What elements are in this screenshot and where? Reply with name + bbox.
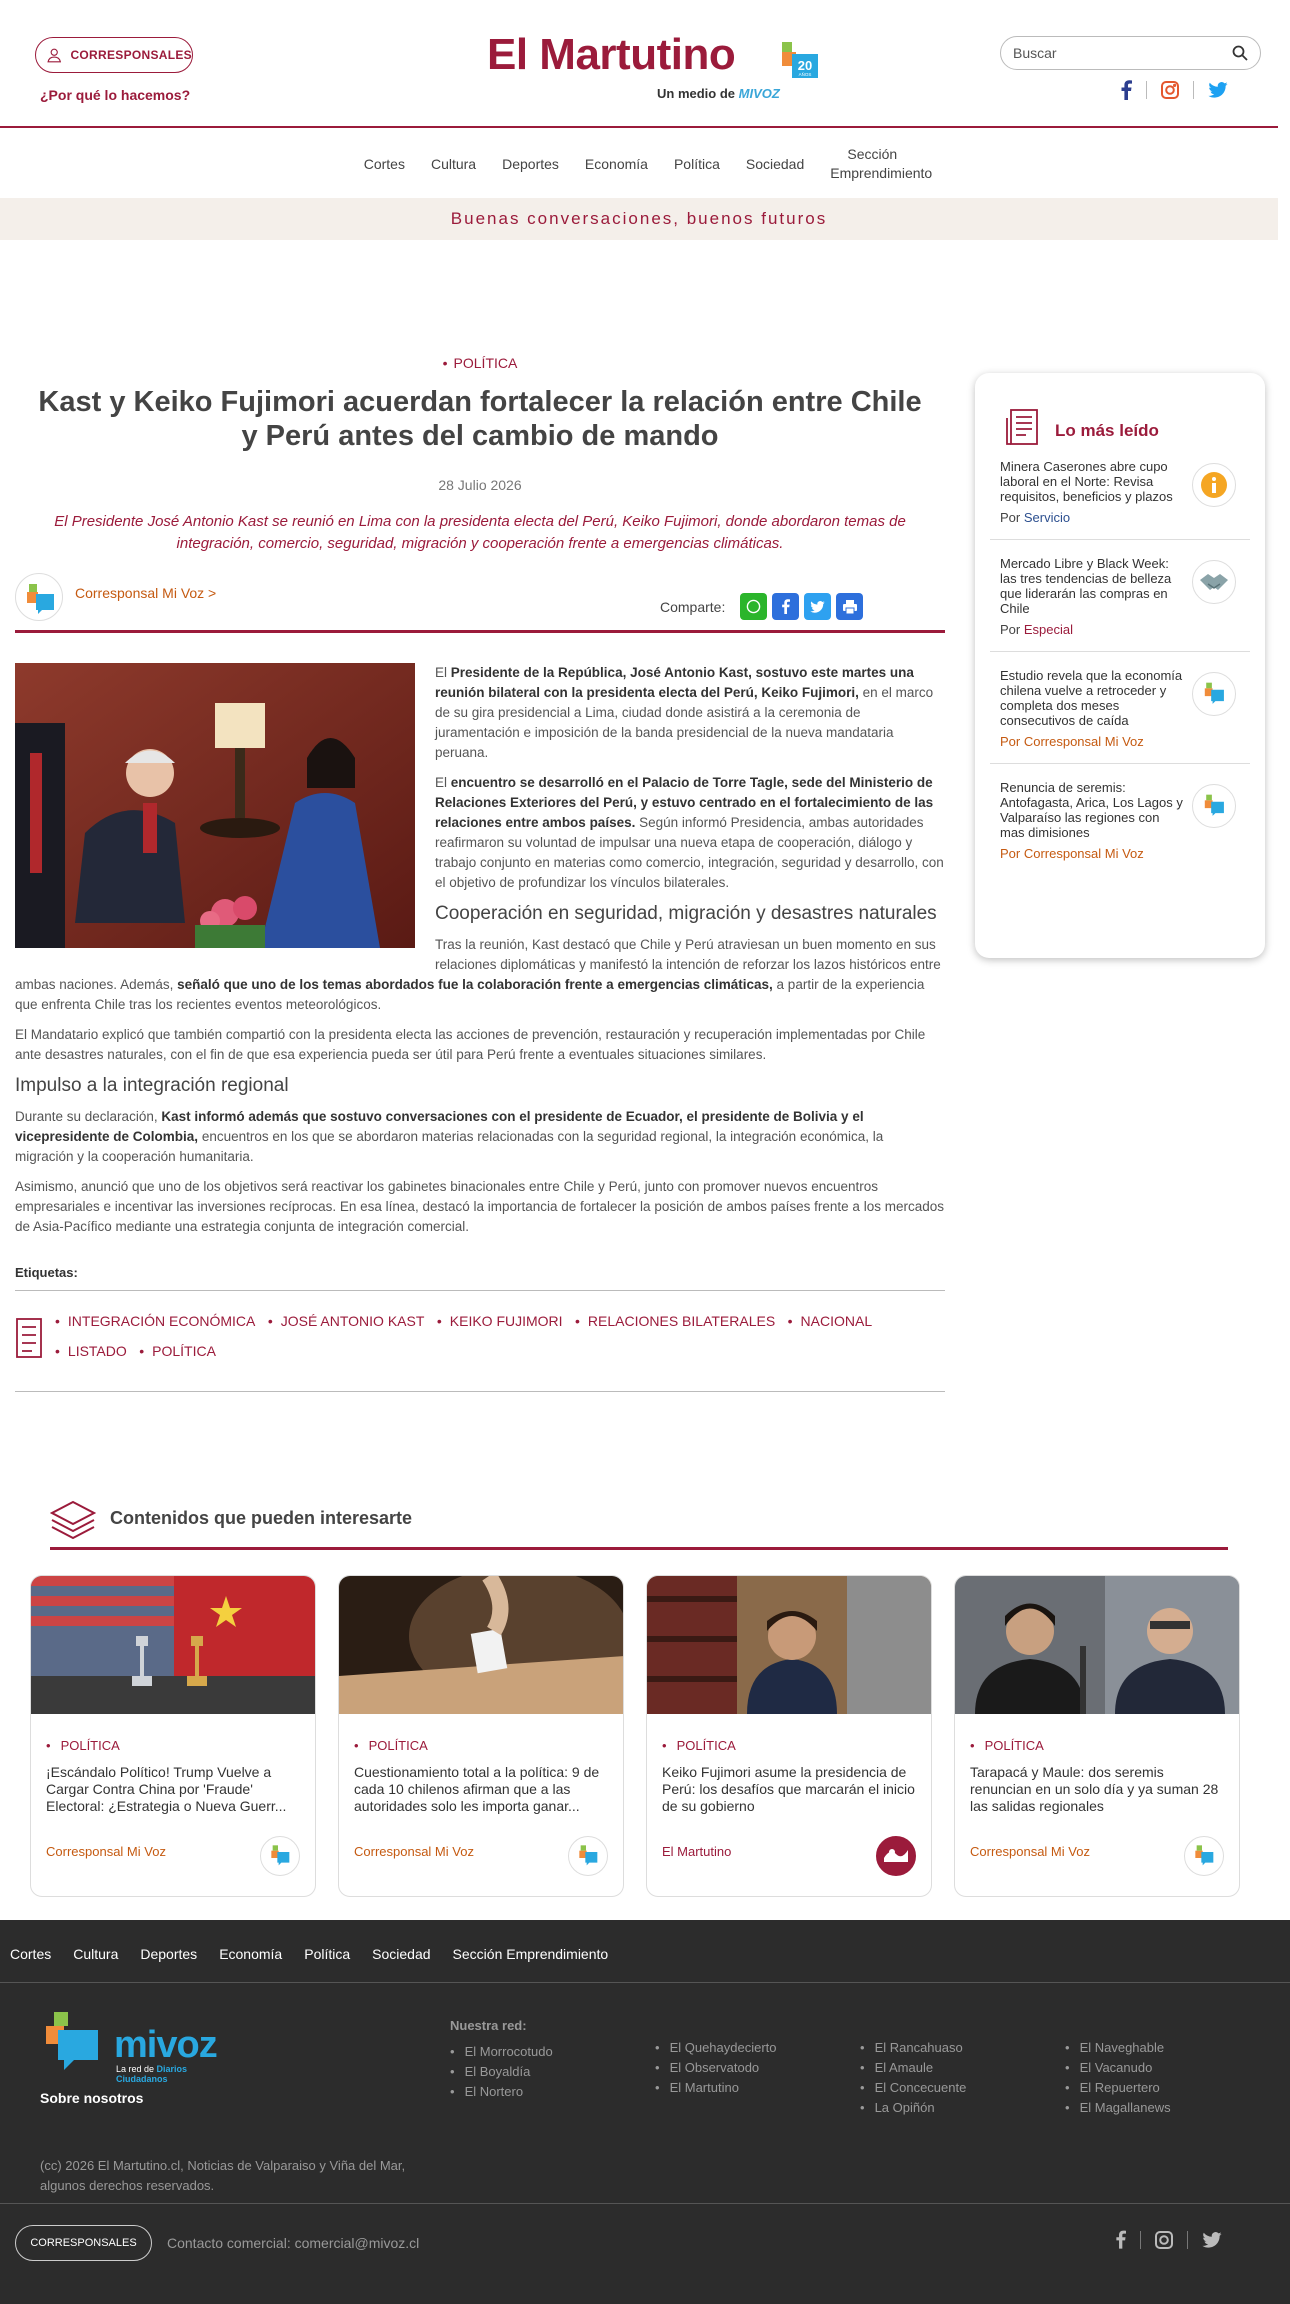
- network-column: [1065, 2038, 1171, 2118]
- related-content: [0, 1490, 1278, 1859]
- tagline: Buenas conversaciones, buenos futuros: [450, 209, 828, 228]
- tag-item[interactable]: • RELACIONES BILATERALES: [575, 1313, 775, 1329]
- most-read-item[interactable]: [990, 443, 1250, 540]
- most-read-item-title[interactable]: Renuncia de seremis: Antofagasta, Arica, Los Lagos y Valparaíso las regiones con mas dimisiones: [1000, 780, 1183, 840]
- related-card-image: [955, 1576, 1239, 1714]
- svg-text:20: 20: [797, 58, 813, 73]
- related-card-avatar: [1184, 1836, 1224, 1876]
- related-header: [50, 1490, 1228, 1550]
- related-card-avatar: [568, 1836, 608, 1876]
- facebook-icon[interactable]: [1120, 80, 1132, 100]
- related-card-category[interactable]: • POLÍTICA: [46, 1738, 120, 1753]
- network-link[interactable]: • El Rancahuaso: [860, 2038, 966, 2058]
- facebook-icon[interactable]: [1115, 2230, 1126, 2249]
- facebook-icon: [781, 599, 790, 614]
- paragraph-6: Asimismo, anunció que uno de los objetivos será reactivar los gabinetes binacionales entre Chile y Perú, junto con promover nuevos encuentros empresariales e incentivar las inversiones recíprocas. En esa línea, destacó la importancia de fortalecer la posición de ambos países frente a los mercados de Asia-Pacífico mediante una estrategia conjunta de integración comercial.: [15, 1179, 944, 1234]
- paragraph-1: El Presidente de la República, José Antonio Kast, sostuvo este martes una reunión bilateral con la presidenta electa del Perú, Keiko Fujimori, en el marco de su gira presidencial a Lima, ciudad donde asistirá a la ceremonia de juramentación e imposición de la banda presidencial de la nueva mandataria peruana.: [435, 665, 934, 760]
- paragraph-2: El encuentro se desarrolló en el Palacio de Torre Tagle, sede del Ministerio de Relaciones Exteriores del Perú, y estuvo centrado en el fortalecimiento de las relaciones entre ambos países. Según informó Presidencia, ambas autoridades reafirmaron su voluntad de impulsar una nueva etapa de cooperación, diálogo y trabajo conjunto en materias como comercio, integración, seguridad y desarrollo, con el objetivo de profundizar los vínculos bilaterales.: [435, 775, 944, 890]
- tags-label: Etiquetas:: [15, 1265, 945, 1291]
- nav-item-cortes[interactable]: Cortes: [363, 156, 405, 172]
- network-link[interactable]: • El Naveghable: [1065, 2038, 1171, 2058]
- footer-nav-item[interactable]: Economía: [219, 1946, 283, 1962]
- network-link[interactable]: • El Boyaldía: [450, 2062, 553, 2082]
- network-label: Nuestra red:: [450, 2018, 527, 2033]
- related-card-image: [31, 1576, 315, 1714]
- related-card-category[interactable]: • POLÍTICA: [354, 1738, 428, 1753]
- el-martutino-icon: [880, 1840, 912, 1872]
- related-card-title[interactable]: Cuestionamiento total a la política: 9 de cada 10 chilenos afirman que a las autoridades solo les importa ganar...: [354, 1764, 600, 1814]
- mivoz-icon: [1188, 1840, 1220, 1872]
- network-link[interactable]: • El Nortero: [450, 2082, 553, 2102]
- site-logo[interactable]: [487, 30, 833, 104]
- article-body: [15, 663, 945, 1237]
- library-portrait-image: [647, 1576, 931, 1714]
- most-read-sidebar: [975, 373, 1265, 958]
- logo-subtitle: Un medio de MIVOZ: [657, 86, 780, 101]
- about-link[interactable]: Sobre nosotros: [40, 2090, 144, 2106]
- related-title: Contenidos que pueden interesarte: [110, 1508, 413, 1528]
- network-column: [655, 2038, 777, 2098]
- mivoz-icon: [1197, 789, 1231, 823]
- related-card[interactable]: [338, 1575, 624, 1897]
- network-link[interactable]: • El Morrocotudo: [450, 2042, 553, 2062]
- related-card-title[interactable]: ¡Escándalo Político! Trump Vuelve a Cargar Contra China por 'Fraude' Electoral: ¿Estrategia o Nueva Guerr...: [46, 1764, 287, 1814]
- mivoz-logo-icon: [40, 2010, 110, 2076]
- mivoz-logo-subtitle: La red de Diarios Ciudadanos: [116, 2064, 188, 2084]
- correspondents-button[interactable]: [35, 37, 193, 73]
- related-card[interactable]: [646, 1575, 932, 1897]
- meeting-photo: [15, 663, 415, 948]
- nav-item-sociedad[interactable]: Sociedad: [745, 156, 805, 172]
- most-read-item-thumb[interactable]: [1192, 784, 1236, 828]
- tag-item[interactable]: • LISTADO: [55, 1343, 127, 1359]
- nav-item-cultura[interactable]: Cultura: [430, 156, 477, 172]
- network-link[interactable]: • El Quehaydecierto: [655, 2038, 777, 2058]
- most-read-item-thumb[interactable]: [1192, 672, 1236, 716]
- footer-nav-item[interactable]: Deportes: [140, 1946, 198, 1962]
- search-box[interactable]: [1000, 36, 1261, 70]
- footer-nav: [10, 1946, 608, 1962]
- most-read-item-byline: Por Especial: [1000, 622, 1073, 637]
- social-links: [1120, 80, 1228, 100]
- network-column: [450, 2042, 553, 2102]
- mivoz-icon: [16, 574, 64, 622]
- nav-item-politica[interactable]: Política: [673, 156, 720, 172]
- author-share-row: [15, 573, 945, 633]
- related-card-image: [647, 1576, 931, 1714]
- tag-item[interactable]: • POLÍTICA: [139, 1343, 216, 1359]
- paragraph-3: Tras la reunión, Kast destacó que Chile y Perú atraviesan un buen momento en sus relaciones diplomáticas y manifestó la intención de reforzar los lazos históricos entre ambas naciones. Además, señaló que uno de los temas abordados fue la colaboración frente a emergencias climáticas, a partir de la experiencia que enfrenta Chile tras los recientes eventos meteorológicos.: [15, 937, 941, 1012]
- nav-item-economia[interactable]: Economía: [584, 156, 648, 172]
- article-section[interactable]: • POLÍTICA: [15, 355, 945, 371]
- instagram-icon[interactable]: [1161, 81, 1179, 99]
- footer-divider: [0, 2203, 1290, 2204]
- tag-list-icon: [15, 1317, 43, 1359]
- site-footer: [0, 1920, 1290, 2304]
- most-read-title: Lo más leído: [1055, 421, 1159, 440]
- related-card-category[interactable]: • POLÍTICA: [662, 1738, 736, 1753]
- network-link[interactable]: • El Martutino: [655, 2078, 777, 2098]
- print-share-button[interactable]: [836, 593, 863, 620]
- network-column: [860, 2038, 966, 2118]
- author-avatar[interactable]: [15, 573, 63, 621]
- logo-text: El Martutino: [487, 30, 736, 79]
- related-card-avatar: [260, 1836, 300, 1876]
- nav-item-emprendimiento[interactable]: Sección Emprendimiento: [830, 146, 933, 181]
- commercial-contact[interactable]: Contacto comercial: comercial@mivoz.cl: [167, 2235, 420, 2251]
- twitter-icon[interactable]: [1202, 2232, 1222, 2248]
- tag-item[interactable]: • NACIONAL: [788, 1313, 872, 1329]
- info-icon: [1200, 471, 1228, 499]
- most-read-item[interactable]: [990, 652, 1250, 764]
- network-link[interactable]: • El Vacanudo: [1065, 2058, 1171, 2078]
- mivoz-logo-text: mivoz: [114, 2024, 217, 2066]
- related-card-source[interactable]: Corresponsal Mi Voz: [46, 1844, 166, 1859]
- related-cards: [30, 1575, 1240, 1897]
- subheading-integration: Impulso a la integración regional: [15, 1075, 289, 1096]
- twitter-icon[interactable]: [1208, 82, 1228, 98]
- mivoz-icon: [572, 1840, 604, 1872]
- ballot-box-image: [339, 1576, 623, 1714]
- most-read-item-byline: Por Servicio: [1000, 510, 1071, 525]
- network-link[interactable]: • El Concecuente: [860, 2078, 966, 2098]
- footer-nav-item[interactable]: Cultura: [73, 1946, 119, 1962]
- nav-item-deportes[interactable]: Deportes: [502, 156, 559, 172]
- paragraph-4: El Mandatario explicó que también compartió con la presidenta electa las acciones de prevención, restauración y recuperación implementadas por Chile ante desastres naturales, con el fin de que esa experiencia pueda ser útil para Perú frente a eventuales situaciones similares.: [15, 1027, 926, 1062]
- correspondents-label: CORRESPONSALES: [70, 48, 192, 62]
- most-read-item-thumb[interactable]: [1192, 463, 1236, 507]
- related-card[interactable]: [30, 1575, 316, 1897]
- article-headline: Kast y Keiko Fujimori acuerdan fortalecer la relación entre Chile y Perú antes del cambio de mando: [38, 386, 922, 452]
- subheading-cooperation: Cooperación en seguridad, migración y desastres naturales: [435, 903, 937, 924]
- most-read-item[interactable]: [990, 764, 1250, 875]
- most-read-item-title[interactable]: Minera Caserones abre cupo laboral en el Norte: Revisa requisitos, beneficios y plazos: [1000, 459, 1173, 504]
- most-read-item[interactable]: [990, 540, 1250, 652]
- handshake-icon: [1198, 570, 1230, 594]
- related-card-source[interactable]: Corresponsal Mi Voz: [970, 1844, 1090, 1859]
- seremis-portrait-image: [955, 1576, 1239, 1714]
- footer-nav-item[interactable]: Cortes: [10, 1946, 52, 1962]
- footer-nav-item[interactable]: Sociedad: [372, 1946, 431, 1962]
- most-read-item-title[interactable]: Mercado Libre y Black Week: las tres tendencias de belleza que liderarán las compras en Chile: [1000, 556, 1172, 616]
- article: [15, 355, 945, 1392]
- network-link[interactable]: • El Observatodo: [655, 2058, 777, 2078]
- article-lead: El Presidente José Antonio Kast se reunió en Lima con la presidenta electa del Perú, Keiko Fujimori, donde abordaron temas de integración, comercio, seguridad, migración y cooperación frente a emergencias climáticas.: [54, 513, 906, 552]
- network-link[interactable]: • El Amaule: [860, 2058, 966, 2078]
- footer-social-links: [1115, 2230, 1222, 2249]
- article-main-photo: [15, 663, 415, 948]
- mivoz-logo[interactable]: [40, 2010, 240, 2084]
- mivoz-icon: [1197, 677, 1231, 711]
- layers-icon: [50, 1500, 96, 1540]
- network-link[interactable]: • La Opiñón: [860, 2098, 966, 2118]
- twitter-icon: [810, 601, 825, 613]
- footer-correspondents-button[interactable]: CORRESPONSALES: [15, 2225, 152, 2261]
- footer-divider: [0, 1982, 1290, 1983]
- tag-item[interactable]: • INTEGRACIÓN ECONÓMICA: [55, 1313, 255, 1329]
- most-read-item-byline: Por Corresponsal Mi Voz: [1000, 846, 1144, 861]
- user-icon: [46, 43, 62, 67]
- newspaper-icon: [1005, 408, 1039, 446]
- most-read-item-thumb[interactable]: [1192, 560, 1236, 604]
- network-link[interactable]: • El Repuertero: [1065, 2078, 1171, 2098]
- tag-item[interactable]: • JOSÉ ANTONIO KAST: [268, 1313, 425, 1329]
- related-card-category[interactable]: • POLÍTICA: [970, 1738, 1044, 1753]
- search-icon[interactable]: [1232, 45, 1248, 61]
- related-card[interactable]: [954, 1575, 1240, 1897]
- related-card-title[interactable]: Tarapacá y Maule: dos seremis renuncian en un solo día y ya suman 28 las salidas regionales: [970, 1764, 1219, 1814]
- mivoz-icon: [264, 1840, 296, 1872]
- main-nav: [0, 130, 1278, 198]
- why-link[interactable]: ¿Por qué lo hacemos?: [40, 87, 191, 103]
- whatsapp-share-button[interactable]: [740, 593, 767, 620]
- svg-text:AÑOS: AÑOS: [798, 72, 812, 77]
- twitter-share-button[interactable]: [804, 593, 831, 620]
- related-card-image: [339, 1576, 623, 1714]
- paragraph-5: Durante su declaración, Kast informó además que sostuvo conversaciones con el presidente de Ecuador, el presidente de Bolivia y el vicepresidente de Colombia, encuentros en los que se abordaron materias relacionadas con la seguridad regional, la integración económica, la migración y la cooperación humanitaria.: [15, 1109, 884, 1164]
- tags-list: [15, 1313, 945, 1392]
- instagram-icon[interactable]: [1155, 2231, 1173, 2249]
- whatsapp-icon: [746, 599, 761, 614]
- chess-flags-image: [31, 1576, 315, 1714]
- site-header: [0, 0, 1278, 128]
- facebook-share-button[interactable]: [772, 593, 799, 620]
- network-link[interactable]: • El Magallanews: [1065, 2098, 1171, 2118]
- tagline-bar: [0, 198, 1278, 240]
- article-date: 28 Julio 2026: [438, 477, 522, 493]
- footer-nav-item[interactable]: Política: [304, 1946, 351, 1962]
- related-card-avatar: [876, 1836, 916, 1876]
- share-label: Comparte:: [660, 599, 726, 615]
- footer-nav-item[interactable]: Sección Emprendimiento: [452, 1946, 609, 1962]
- most-read-item-byline: Por Corresponsal Mi Voz: [1000, 734, 1144, 749]
- related-card-source[interactable]: El Martutino: [662, 1844, 732, 1859]
- print-icon: [842, 599, 858, 615]
- copyright: (cc) 2026 El Martutino.cl, Noticias de Valparaiso y Viña del Mar, algunos derechos reservados.: [40, 2158, 406, 2193]
- related-card-source[interactable]: Corresponsal Mi Voz: [354, 1844, 474, 1859]
- related-card-title[interactable]: Keiko Fujimori asume la presidencia de Perú: los desafíos que marcarán el inicio de su gobierno: [662, 1764, 915, 1814]
- most-read-header: [990, 393, 1250, 443]
- author-name[interactable]: Corresponsal Mi Voz >: [75, 585, 217, 601]
- most-read-item-title[interactable]: Estudio revela que la economía chilena vuelve a retroceder y completa dos meses consecutivos de caída: [1000, 668, 1183, 728]
- anniversary-badge-icon: [782, 42, 818, 78]
- search-input[interactable]: Buscar: [1013, 45, 1057, 61]
- tag-item[interactable]: • KEIKO FUJIMORI: [437, 1313, 563, 1329]
